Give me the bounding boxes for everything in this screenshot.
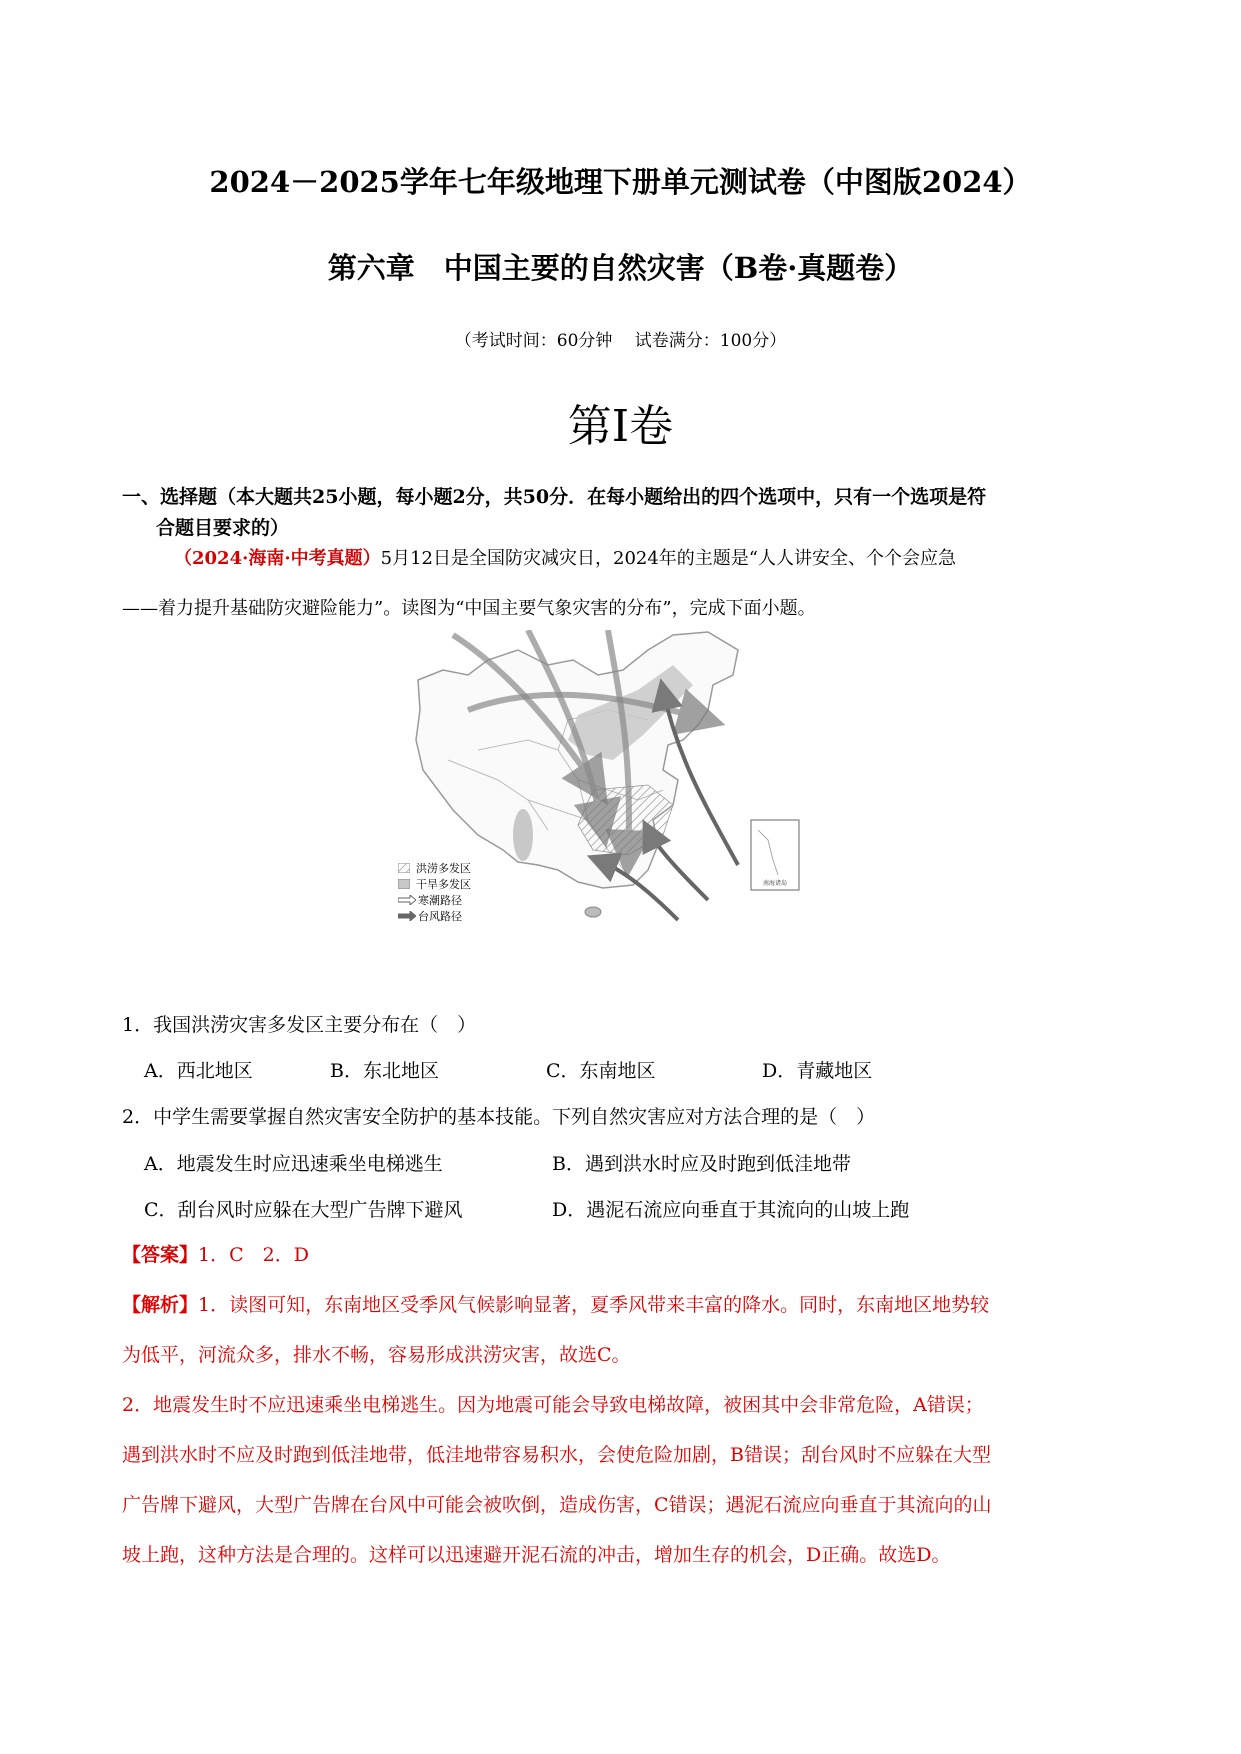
legend-item-cold-wave xyxy=(398,892,471,908)
legend-item-typhoon xyxy=(398,908,471,924)
analysis-line-4: 遇到洪水时不应及时跑到低洼地带，低洼地带容易积水，会使危险加剧，B错误；刮台风时不应躲在大型 xyxy=(122,1444,991,1466)
q2-option-d: D．遇泥石流应向垂直于其流向的山坡上跑 xyxy=(552,1199,910,1221)
analysis-text-1: 1．读图可知，东南地区受季风气候影响显著，夏季风带来丰富的降水。同时，东南地区地势较 xyxy=(198,1294,990,1316)
analysis-line-1 xyxy=(122,1290,989,1317)
analysis-line-2: 为低平，河流众多，排水不畅，容易形成洪涝灾害，故选C。 xyxy=(122,1344,631,1366)
question-2-stem: 2．中学生需要掌握自然灾害安全防护的基本技能。下列自然灾害应对方法合理的是（ ） xyxy=(122,1106,876,1128)
material-source: （2024·海南·中考真题） xyxy=(174,548,381,569)
disaster-map-figure xyxy=(408,630,833,980)
q2-option-a: A．地震发生时应迅速乘坐电梯逃生 xyxy=(144,1153,443,1175)
q2-option-c: C．刮台风时应躲在大型广告牌下避风 xyxy=(144,1199,463,1221)
legend-item-drought xyxy=(398,876,471,892)
map-legend xyxy=(398,860,471,924)
exam-title: 2024－2025学年七年级地理下册单元测试卷（中图版2024） xyxy=(209,165,1032,199)
answer-label: 【答案】 xyxy=(122,1244,199,1266)
q2-option-b: B．遇到洪水时应及时跑到低洼地带 xyxy=(552,1153,851,1175)
legend-item-flood xyxy=(398,860,471,876)
q1-option-d: D．青藏地区 xyxy=(762,1060,873,1082)
material-line1 xyxy=(174,544,956,570)
answer-line xyxy=(122,1240,309,1267)
material-line2: ——着力提升基础防灾避险能力”。读图为“中国主要气象灾害的分布”，完成下面小题。 xyxy=(122,598,816,619)
solid-arrow-icon xyxy=(398,911,416,921)
china-map xyxy=(408,630,833,980)
section-heading-line2: 合题目要求的） xyxy=(156,517,290,539)
legend-label-flood: 洪涝多发区 xyxy=(416,862,471,875)
hatch-swatch-icon xyxy=(398,863,410,873)
analysis-line-3: 2．地震发生时不应迅速乘坐电梯逃生。因为地震可能会导致电梯故障，被困其中会非常危险，A错误； xyxy=(122,1394,984,1416)
material-text-1: 5月12日是全国防灾减灾日，2024年的主题是“人人讲安全、个个会应急 xyxy=(380,548,957,569)
gray-swatch-icon xyxy=(398,879,410,889)
q1-option-c: C．东南地区 xyxy=(546,1060,656,1082)
inset-label: 南海诸岛 xyxy=(762,880,788,887)
q1-option-b: B．东北地区 xyxy=(330,1060,439,1082)
exam-info: （考试时间：60分钟 试卷满分：100分） xyxy=(454,331,787,351)
answer-text: 1．C 2．D xyxy=(198,1244,309,1266)
volume-heading: 第Ⅰ卷 xyxy=(567,401,674,452)
analysis-label: 【解析】 xyxy=(122,1294,199,1316)
outline-arrow-icon xyxy=(398,895,416,905)
q1-option-a: A．西北地区 xyxy=(144,1060,253,1082)
legend-label-drought: 干旱多发区 xyxy=(416,878,471,891)
question-1-stem: 1．我国洪涝灾害多发区主要分布在（ ） xyxy=(122,1014,477,1036)
legend-label-cold-wave: 寒潮路径 xyxy=(418,894,462,907)
analysis-line-5: 广告牌下避风，大型广告牌在台风中可能会被吹倒，造成伤害，C错误；遇泥石流应向垂直于其流向的山 xyxy=(122,1494,992,1516)
legend-label-typhoon: 台风路径 xyxy=(418,910,462,923)
chapter-title: 第六章 中国主要的自然灾害（B卷·真题卷） xyxy=(327,251,914,285)
analysis-line-6: 坡上跑，这种方法是合理的。这样可以迅速避开泥石流的冲击，增加生存的机会，D正确。故选D。 xyxy=(122,1544,951,1566)
section-heading-line1: 一、选择题（本大题共25小题，每小题2分，共50分．在每小题给出的四个选项中，只有一个选项是符 xyxy=(122,486,987,508)
drought-zone-southwest xyxy=(513,809,533,861)
